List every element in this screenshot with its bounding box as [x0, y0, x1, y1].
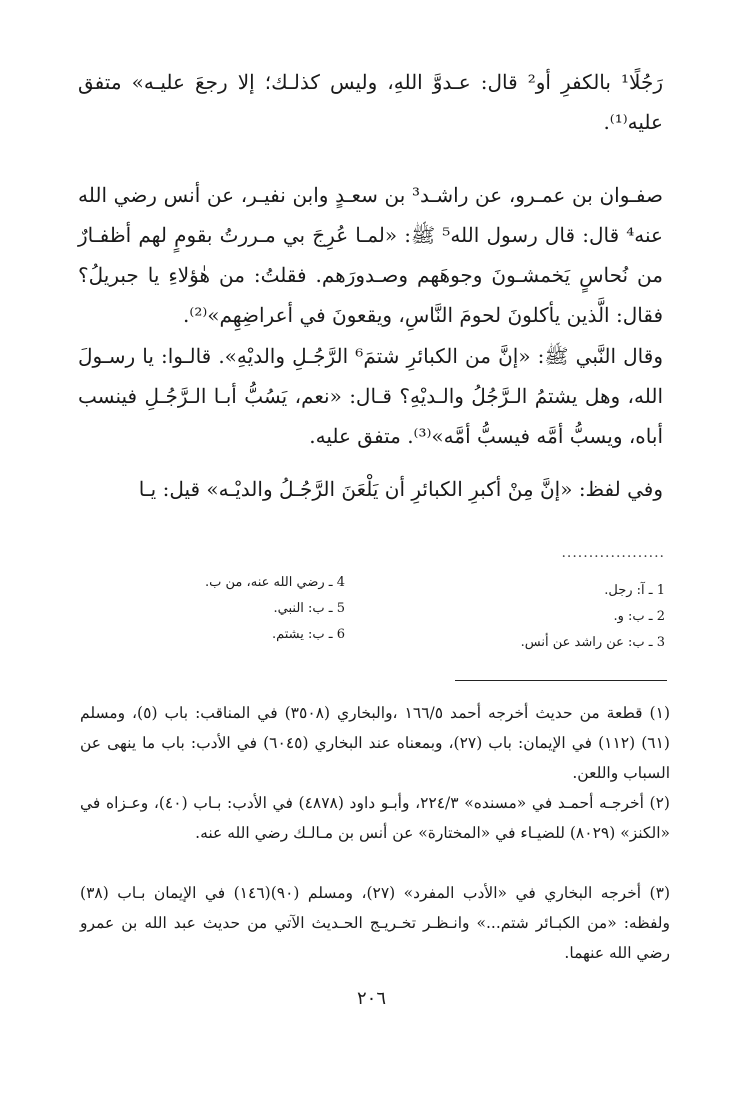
separator-dots: ...................	[561, 545, 665, 561]
page-number: ٢٠٦	[356, 988, 386, 1009]
paragraph-3: وقال النَّبي ﷺ: «إنَّ من الكبائرِ شتمَ⁶ الرَّجُـلِ والديْهِ». قالـوا: يا رسـولَ الله، وهل يشتمُ الـرَّجُلُ والـديْهِ؟ قـال: «نعم، يَسُبُّ أبـا الـرَّجُـلِ فينسب أباه، ويسبُّ أمَّه فيسبُّ أمَّه»⁽³⁾. متفق عليه.	[78, 344, 663, 448]
paragraph-4: وفي لفظ: «إنَّ مِنْ أكبرِ الكبائرِ أن يَلْعَنَ الرَّجُـلُ والديْـه» قيل: يـا	[138, 477, 663, 501]
variant-note-1: 1 ـ آ: رجل.	[604, 583, 665, 598]
variant-note-5: 5 ـ ب: النبي.	[273, 601, 345, 616]
footnote-1: (١) قطعة من حديث أخرجه أحمد ١٦٦/٥ ،والبخاري (٣٥٠٨) في المناقب: باب (٥)، ومسلم (٦١) (١١٢) في الإيمان: باب (٢٧)، وبمعناه عند البخاري (٦٠٤٥) في الأدب: باب ما ينهى عن السباب واللعن.	[80, 704, 670, 782]
footnote-2: (٢) أخرجـه أحمـد في «مسنده» ٢٢٤/٣، وأبـو داود (٤٨٧٨) في الأدب: بـاب (٤٠)، وعـزاه في «الكنز» (٨٠٢٩) للضيـاء في «المختارة» عن أنس بن مـالـك رضي الله عنه.	[80, 794, 670, 842]
variant-note-4: 4 ـ رضي الله عنه، من ب.	[205, 575, 345, 590]
variant-note-3: 3 ـ ب: عن راشد عن أنس.	[520, 635, 665, 650]
footnote-3: (٣) أخرجه البخاري في «الأدب المفرد» (٢٧)، ومسلم (٩٠)(١٤٦) في الإيمان بـاب (٣٨) ولفظه: «من الكبـائر شتم...» وانـظـر تخـريـج الحـديث الآتي من حديث عبد الله بن عمرو رضي الله عنهما.	[80, 884, 670, 962]
variant-note-2: 2 ـ ب: و.	[613, 609, 665, 624]
paragraph-2: صفـوان بن عمـرو، عن راشـد³ بن سعـدٍ وابن نفيـر، عن أنس رضي الله عنه⁴ قال: قال رسول الله⁵ ﷺ: «لمـا عُرِجَ بي مـررتُ بقومٍ لهم أظفـارٌ من نُحاسٍ يَخمشـونَ وجوهَهم وصـدورَهم. فقلتُ: من هٰؤلاءِ يا جبريلُ؟ فقال: الَّذين يأكلونَ لحومَ النَّاسِ، ويقعونَ في أعراضِهِم»⁽²⁾.	[78, 183, 663, 327]
paragraph-1: رَجُلًا¹ بالكفرِ أو² قال: عـدوَّ اللهِ، وليس كذلـك؛ إلا رجعَ عليـه» متفق عليه⁽¹⁾.	[78, 70, 663, 134]
variant-note-6: 6 ـ ب: يشتم.	[271, 627, 345, 642]
footnote-divider	[455, 680, 667, 681]
